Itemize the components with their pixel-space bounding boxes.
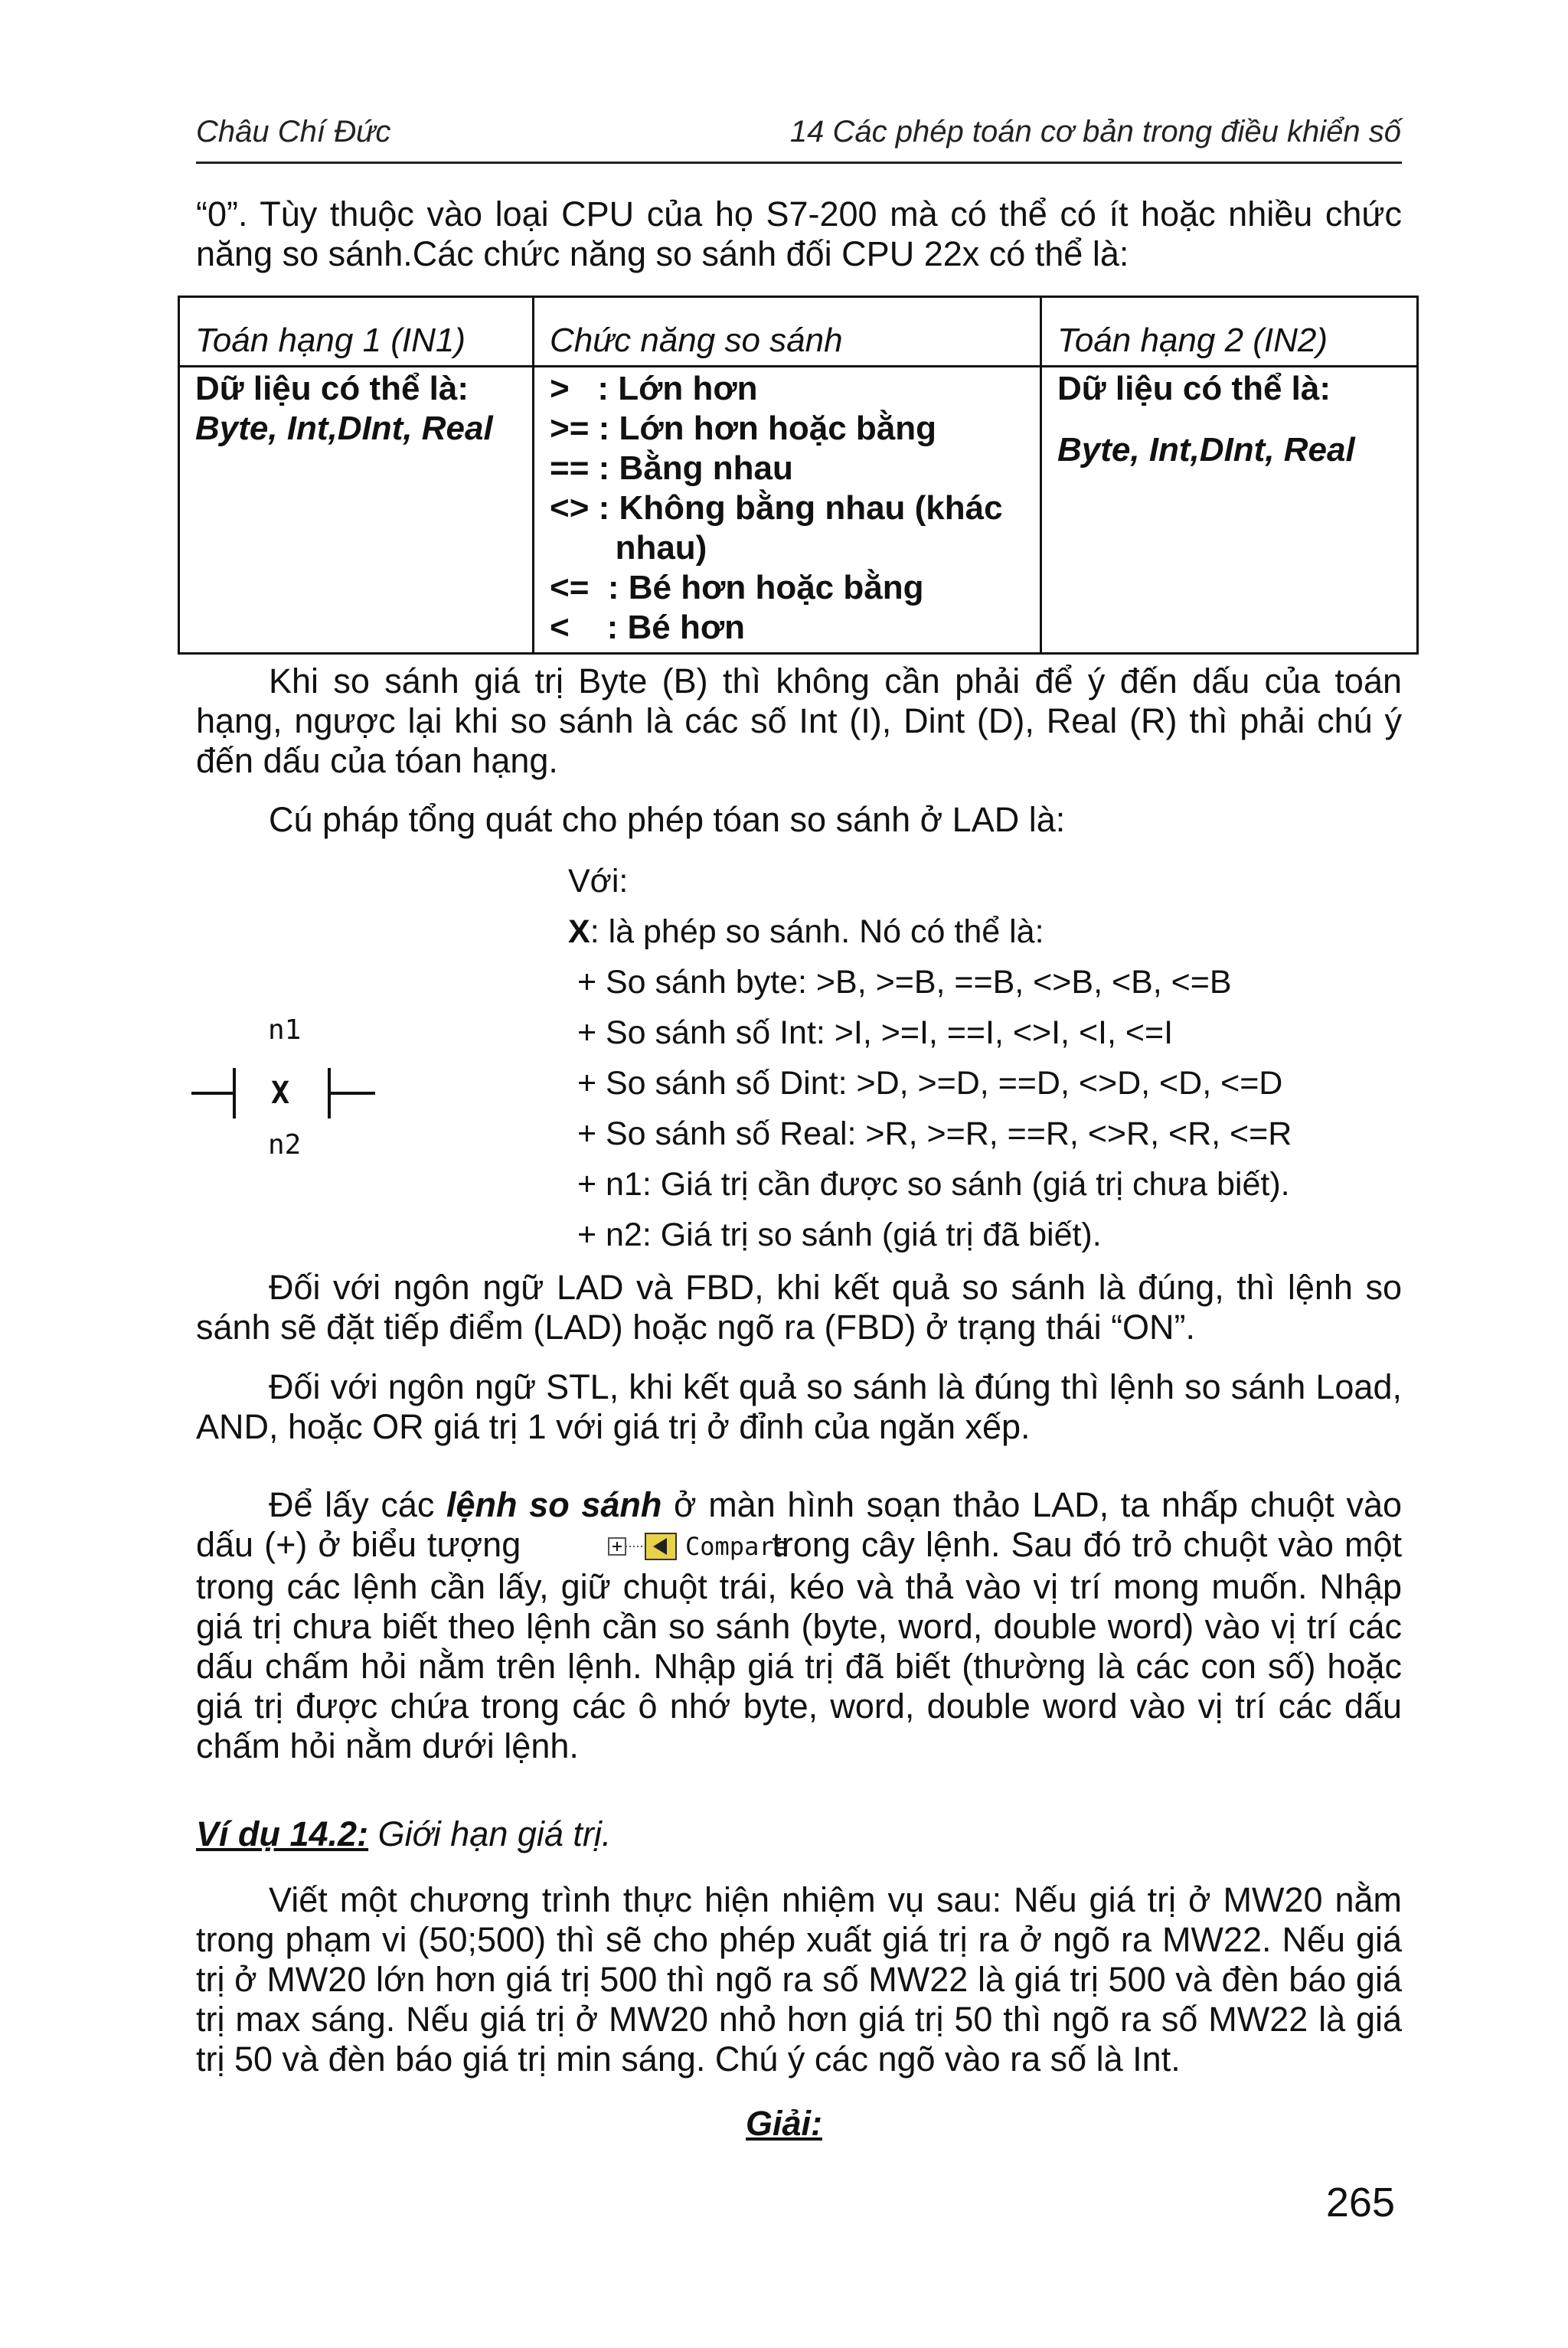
list-item: + n2: Giá trị so sánh (giá trị đã biết). bbox=[568, 1216, 1102, 1253]
table-header-in2: Toán hạng 2 (IN2) bbox=[1041, 297, 1418, 367]
ladder-compare-contact bbox=[191, 1007, 390, 1183]
header-author: Châu Chí Đức bbox=[196, 115, 391, 149]
example-heading bbox=[196, 1814, 1402, 1854]
syntax-list bbox=[568, 856, 1292, 1260]
table-header-in1: Toán hạng 1 (IN1) bbox=[179, 297, 534, 367]
paragraph-stl: Đối với ngôn ngữ STL, khi kết quả so sánh là đúng thì lệnh so sánh Load, AND, hoặc OR giá trị 1 với giá trị ở đỉnh của ngăn xếp. bbox=[196, 1367, 1402, 1446]
syntax-with: Với: bbox=[568, 863, 629, 900]
in1-label: Dữ liệu có thể là: bbox=[195, 370, 469, 407]
list-item: + So sánh số Int: >I, >=I, ==I, <>I, <I, <=I bbox=[568, 1014, 1174, 1051]
compare-tree-icon bbox=[604, 1527, 834, 1567]
operator-line: <= : Bé hơn hoặc bằng bbox=[550, 569, 924, 606]
operator-line: < : Bé hơn bbox=[550, 609, 745, 646]
syntax-x-key: X bbox=[568, 913, 590, 950]
table-header-row bbox=[179, 297, 1418, 367]
list-item: + So sánh byte: >B, >=B, ==B, <>B, <B, <=B bbox=[568, 964, 1232, 1001]
page-number: 265 bbox=[1325, 2180, 1395, 2226]
operator-line: > : Lớn hơn bbox=[550, 370, 758, 407]
table-row bbox=[179, 367, 1418, 654]
paragraph-syntax-intro: Cú pháp tổng quát cho phép tóan so sánh ở LAD là: bbox=[269, 800, 1066, 839]
list-item: + So sánh số Real: >R, >=R, ==R, <>R, <R, <=R bbox=[568, 1115, 1292, 1152]
syntax-x-line bbox=[568, 906, 1292, 957]
para5-bold: lệnh so sánh bbox=[446, 1485, 662, 1524]
operator-line: <> : Không bằng nhau (khác bbox=[550, 489, 1003, 527]
example-label: Ví dụ 14.2: bbox=[196, 1814, 369, 1853]
para5-text-c: trong cây lệnh. Sau đó trỏ chuột vào một trong các lệnh cần lấy, giữ chuột trái, kéo và thả vào vị trí mong muốn. Nhập giá trị chưa biết theo lệnh cần so sánh (byte, word, double word) vào vị trí các dấu chấm hỏi nằm trên lệnh. Nhập giá trị đã biết (thường là các con số) hoặc giá trị được chứa trong các ô nhớ byte, word, double word vào vị trí các dấu chấm hỏi nằm dưới lệnh. bbox=[196, 1525, 1402, 1766]
syntax-x-desc: : là phép so sánh. Nó có thể là: bbox=[590, 913, 1044, 950]
operator-line: == : Bằng nhau bbox=[550, 449, 793, 487]
para5-text-b: ở màn hình soạn thảo LAD, ta nhấp chuột vào dấu (+) ở biểu tượng bbox=[196, 1485, 1402, 1564]
comparison-table bbox=[178, 296, 1419, 655]
para5-text-a: Để lấy các bbox=[269, 1485, 447, 1524]
table-cell-in1 bbox=[179, 367, 534, 654]
paragraph-lad-fbd: Đối với ngôn ngữ LAD và FBD, khi kết quả so sánh là đúng, thì lệnh so sánh sẽ đặt tiếp điểm (LAD) hoặc ngõ ra (FBD) ở trạng thái “ON”. bbox=[196, 1268, 1402, 1347]
list-item: + n1: Giá trị cần được so sánh (giá trị chưa biết). bbox=[568, 1166, 1290, 1203]
table-header-function: Chức năng so sánh bbox=[534, 297, 1041, 367]
in1-types: Byte, Int,DInt, Real bbox=[195, 410, 493, 447]
operator-line: >= : Lớn hơn hoặc bằng bbox=[550, 410, 937, 447]
compare-tree-node bbox=[531, 1527, 789, 1567]
ladder-x-label: X bbox=[271, 1076, 290, 1111]
paragraph-example-task: Viết một chương trình thực hiện nhiệm vụ sau: Nếu giá trị ở MW20 nằm trong phạm vi (50;500) thì sẽ cho phép xuất giá trị ra ở ngõ ra MW22. Nếu giá trị ở MW20 lớn hơn giá trị 500 thì ngõ ra số MW22 là giá trị 500 và đèn báo giá trị max sáng. Nếu giá trị ở MW20 nhỏ hơn giá trị 50 thì ngõ ra số MW22 là giá trị 50 và đèn báo giá trị min sáng. Chú ý các ngõ vào ra số là Int. bbox=[196, 1880, 1402, 2079]
in2-types: Byte, Int,DInt, Real bbox=[1057, 431, 1355, 469]
compare-icon-label: Compare bbox=[685, 1532, 789, 1562]
intro-paragraph: “0”. Tùy thuộc vào loại CPU của họ S7-200 mà có thể có ít hoặc nhiều chức năng so sánh.Các chức năng so sánh đối CPU 22x có thể là: bbox=[196, 194, 1402, 273]
paragraph-compare-instructions bbox=[196, 1485, 1402, 1766]
header-divider bbox=[196, 162, 1402, 164]
list-item: + So sánh số Dint: >D, >=D, ==D, <>D, <D, <=D bbox=[568, 1065, 1283, 1102]
ladder-n2-label: n2 bbox=[268, 1129, 302, 1161]
header-chapter: 14 Các phép toán cơ bản trong điều khiển số bbox=[789, 115, 1401, 149]
in2-label: Dữ liệu có thể là: bbox=[1057, 370, 1331, 407]
solution-heading: Giải: bbox=[745, 2104, 823, 2143]
ladder-n1-label: n1 bbox=[268, 1014, 302, 1046]
operator-line: nhau) bbox=[550, 529, 707, 567]
table-cell-operators bbox=[534, 367, 1041, 654]
paragraph-byte-sign: Khi so sánh giá trị Byte (B) thì không cần phải để ý đến dấu của toán hạng, ngược lại khi so sánh là các số Int (I), Dint (D), Real (R) thì phải chú ý đến dấu của tóan hạng. bbox=[196, 661, 1402, 780]
example-title: Giới hạn giá trị. bbox=[368, 1814, 612, 1853]
table-cell-in2 bbox=[1041, 367, 1418, 654]
